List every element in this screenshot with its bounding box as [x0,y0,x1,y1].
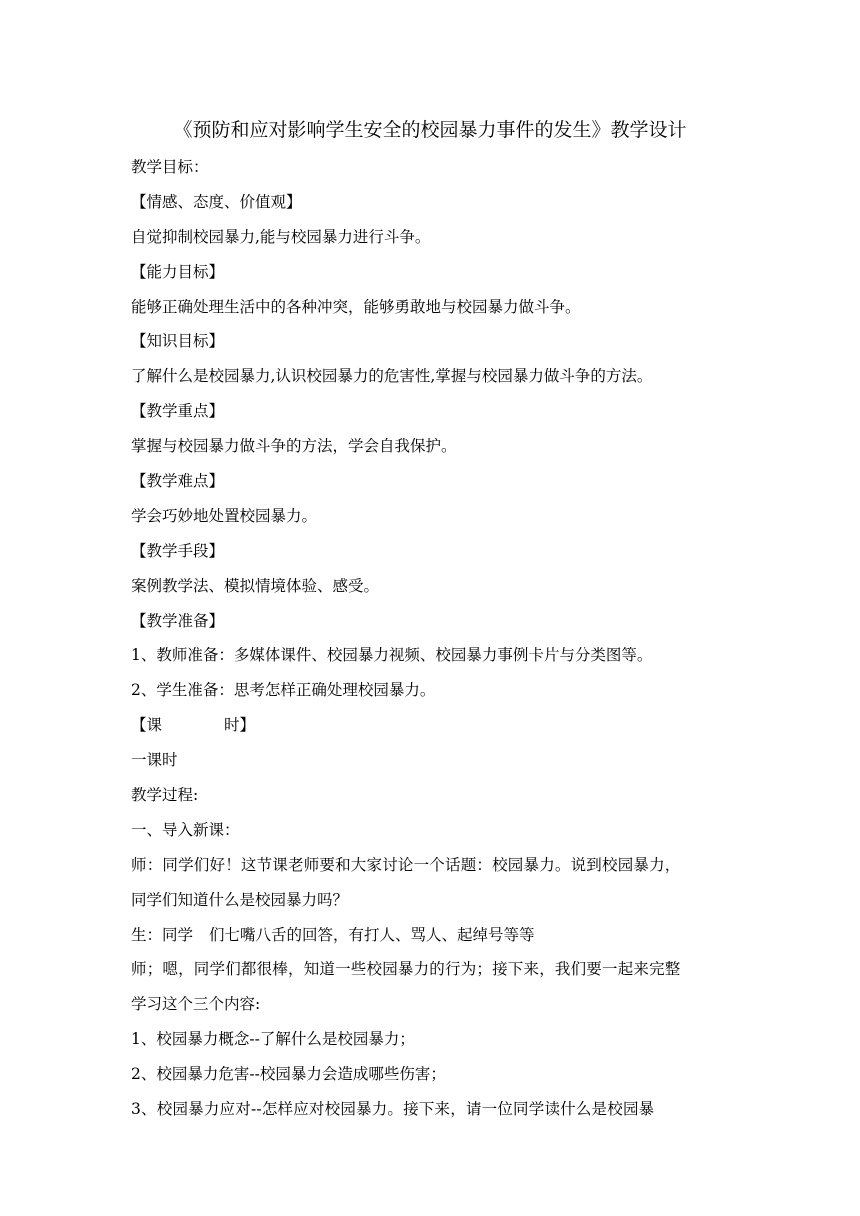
text-line-student-prep: 2、学生准备：思考怎样正确处理校园暴力。 [131,681,436,700]
period-label-right: 时】 [224,716,256,735]
text-line-intro: 一、导入新课： [131,820,240,839]
text-line-teacher-1-cont: 同学们知道什么是校园暴力吗？ [131,890,349,909]
text-line-teacher-2-cont: 学习这个三个内容: [131,995,261,1014]
text-line-teacher-2: 师；嗯，同学们都很棒，知道一些校园暴力的行为；接下来，我们要一起来完整 [131,960,681,979]
text-line-teaching-goals: 教学目标： [131,158,209,176]
text-line-emotion: 自觉抑制校园暴力,能与校园暴力进行斗争。 [131,227,431,246]
section-heading-emotion: 【情感、态度、价值观】 [131,192,302,211]
section-heading-difficulty: 【教学难点】 [131,472,225,491]
student-answer-left: 生：同学 [131,925,194,944]
section-heading-key-point: 【教学重点】 [131,402,225,421]
text-line-one-period: 一课时 [131,751,178,770]
text-line-teaching-process: 教学过程: [131,786,199,805]
text-line-item-2: 2、校园暴力危害--校园暴力会造成哪些伤害； [131,1065,446,1084]
period-label-left: 【课 [131,716,163,735]
document-body [131,150,736,1127]
student-answer-right: 们七嘴八舌的回答，有打人、骂人、起绰号等等 [209,925,535,944]
text-line-student-answer [131,918,736,953]
section-heading-ability: 【能力目标】 [131,262,225,281]
section-heading-preparation: 【教学准备】 [131,611,225,630]
text-line-teacher-1: 师：同学们好！这节课老师要和大家讨论一个话题：校园暴力。说到校园暴力， [131,855,681,874]
text-line-knowledge: 了解什么是校园暴力,认识校园暴力的危害性,掌握与校园暴力做斗争的方法。 [131,367,653,386]
document-title: 《预防和应对影响学生安全的校园暴力事件的发生》教学设计 [173,119,687,141]
text-line-ability: 能够正确处理生活中的各种冲突，能够勇敢地与校园暴力做斗争。 [131,297,581,316]
section-heading-period [131,708,736,743]
section-heading-means: 【教学手段】 [131,541,225,560]
text-line-teacher-prep: 1、教师准备：多媒体课件、校园暴力视频、校园暴力事例卡片与分类图等。 [131,646,653,665]
section-heading-knowledge: 【知识目标】 [131,332,225,351]
text-line-difficulty: 学会巧妙地处置校园暴力。 [131,506,318,525]
text-line-item-1: 1、校园暴力概念--了解什么是校园暴力； [131,1030,415,1049]
text-line-item-3: 3、校园暴力应对--怎样应对校园暴力。接下来，请一位同学读什么是校园暴 [131,1100,655,1119]
text-line-key-point: 掌握与校园暴力做斗争的方法，学会自我保护。 [131,437,457,456]
text-line-means: 案例教学法、模拟情境体验、感受。 [131,576,380,595]
